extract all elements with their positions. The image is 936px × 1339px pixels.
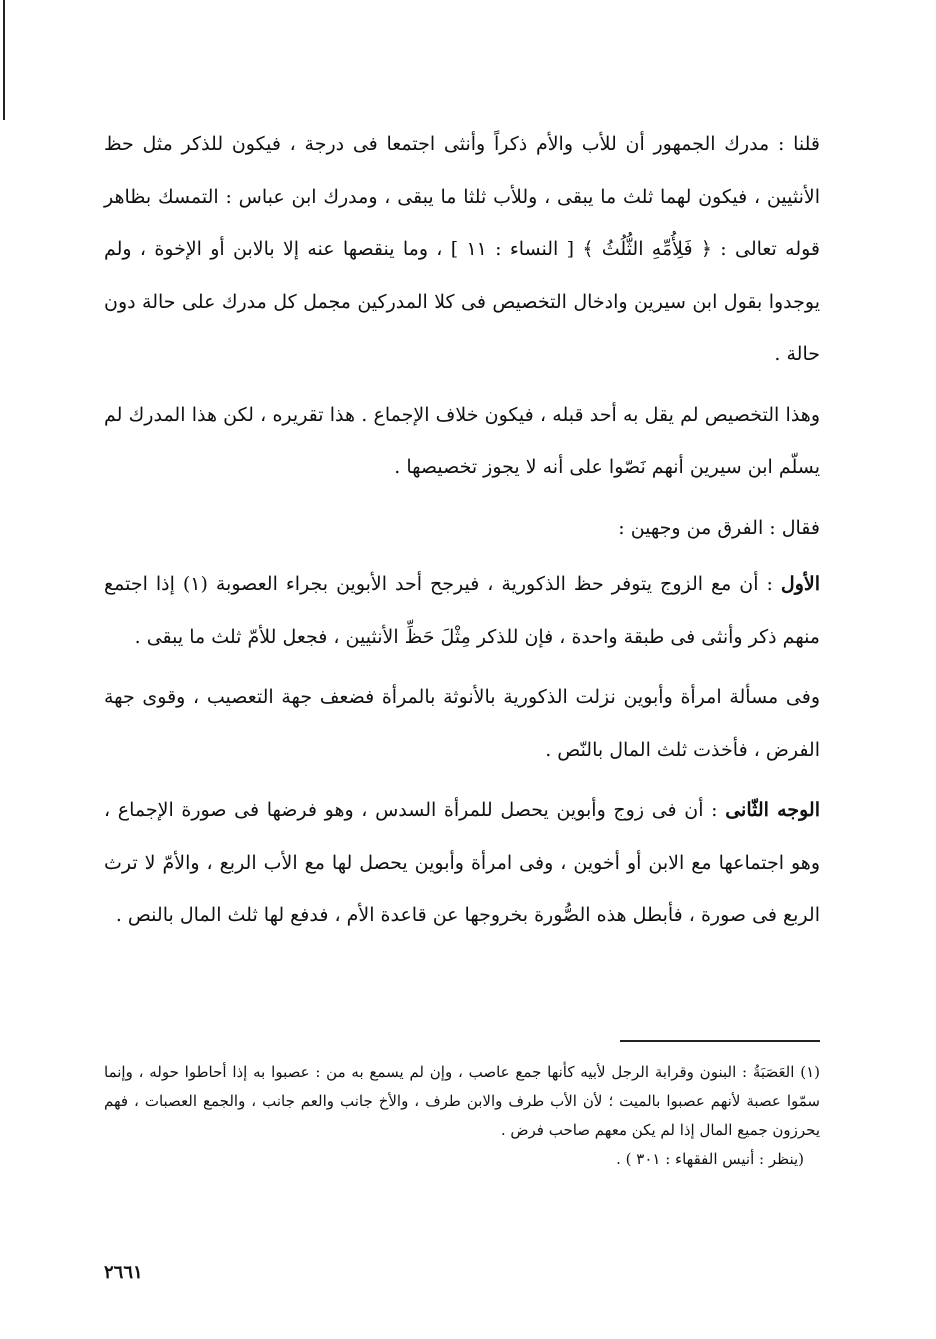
paragraph-2 bbox=[104, 389, 820, 494]
main-text bbox=[104, 118, 820, 950]
paragraph-text: وهذا التخصيص لم يقل به أحد قبله ، فيكون خلاف الإجماع . هذا تقريره ، لكن هذا المدرك لم يسلّم ابن سيرين أنهم نَصّوا على أنه لا يجوز تخصيصها . bbox=[104, 403, 820, 478]
paragraph-text: قلنا : مدرك الجمهور أن للأب والأم ذكراً وأنثى اجتمعا فى درجة ، فيكون للذكر مثل حظ الأنثيين ، فيكون لهما ثلث ما يبقى ، وللأب ثلثا ما يبقى ، ومدرك ابن عباس : التمسك بظاهر قوله تعالى : ﴿ فَلِأُمِّهِ الثُّلُثُ ﴾ [ النساء : ١١ ] ، وما ينقصها عنه إلا بالابن أو الإخوة ، ولم يوجدوا بقول ابن سيرين وادخال التخصيص فى كلا المدركين مجمل كل مدرك على حالة دون حالة . bbox=[104, 133, 821, 365]
paragraph-4 bbox=[104, 558, 820, 663]
paragraph-lead: الأول bbox=[780, 573, 820, 595]
paragraph-text: : أن فى زوج وأبوين يحصل للمرأة السدس ، وهو فرضها فى صورة الإجماع ، وهو اجتماعها مع الابن أو أخوين ، وفى امرأة وأبوين يحصل لها مع الأب الربع ، والأمّ لا ترث الربع فى صورة ، فأبطل هذه الصُّورة بخروجها عن قاعدة الأم ، فدفع لها ثلث المال بالنص . bbox=[104, 799, 820, 926]
footnote-reference: (ينظر : أنيس الفقهاء : ٣٠١ ) . bbox=[616, 1150, 804, 1168]
page-number: ٢٦٦١ bbox=[104, 1262, 143, 1283]
footnote-text: (١) العَصَبَةُ : البنون وقرابة الرجل لأبيه كأنها جمع عاصب ، وإن لم يسمع به من : عصبوا به إذا أحاطوا حوله ، وإنما سمّوا عصبة لأنهم عصبوا بالميت ؛ لأن الأب طرف والابن طرف ، والأخ جانب والعم جانب ، والجمع العصبات ، فهم يحرزون جميع المال إذا لم يكن معهم صاحب فرض . bbox=[104, 1063, 820, 1139]
paragraph-1 bbox=[104, 118, 820, 381]
paragraph-5 bbox=[104, 671, 820, 776]
paragraph-text: وفى مسألة امرأة وأبوين نزلت الذكورية بالأنوثة بالمرأة فضعف جهة التعصيب ، وقوى جهة الفرض ، فأخذت ثلث المال بالنّص . bbox=[104, 686, 820, 761]
footnote bbox=[104, 1058, 820, 1174]
paragraph-3 bbox=[104, 502, 820, 555]
paragraph-lead: الوجه الثّانى bbox=[725, 799, 820, 821]
scan-edge-mark bbox=[3, 0, 5, 120]
paragraph-6 bbox=[104, 784, 820, 942]
paragraph-text: : أن مع الزوج يتوفر حظ الذكورية ، فيرجح أحد الأبوين بجراء العصوبة (١) إذا اجتمع منهم ذكر وأنثى فى طبقة واحدة ، فإن للذكر مِثْلَ حَظِّ الأنثيين ، فجعل للأمّ ثلث ما يبقى . bbox=[104, 573, 820, 648]
paragraph-text: فقال : الفرق من وجهين : bbox=[618, 516, 820, 539]
footnote-divider bbox=[620, 1040, 820, 1042]
